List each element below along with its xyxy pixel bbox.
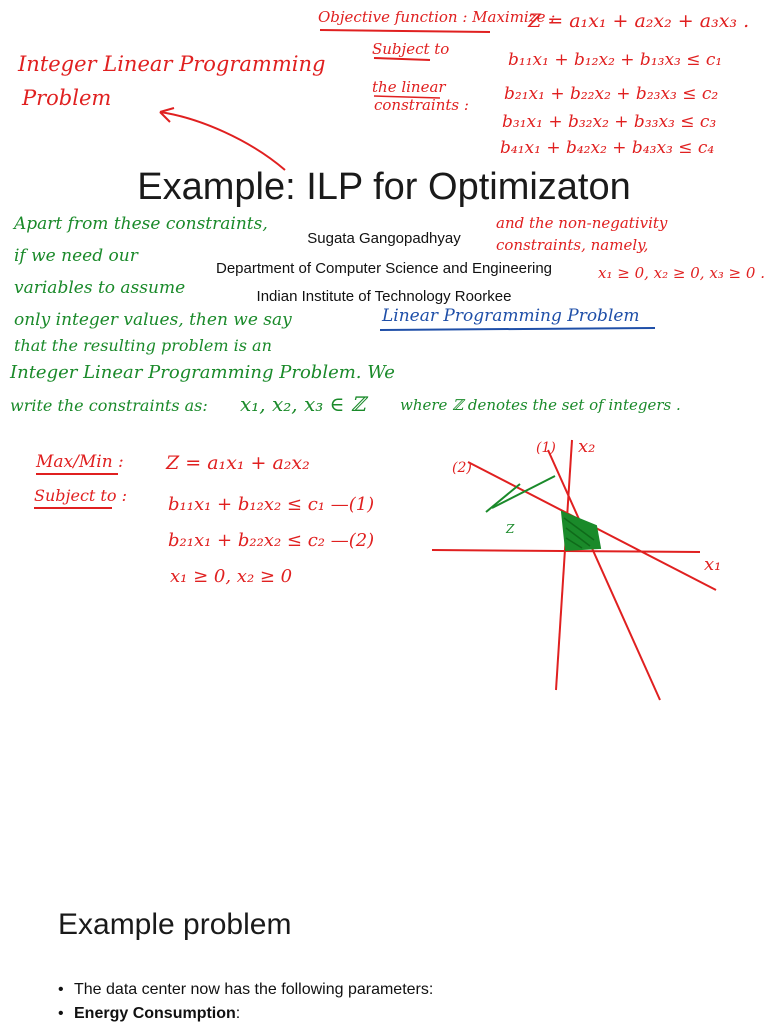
nonneg-line-1: and the non-negativity: [496, 214, 668, 232]
constraint-1: b₁₁x₁ + b₁₂x₂ + b₁₃x₃ ≤ c₁: [508, 50, 723, 70]
objective-label: Objective function : Maximize :: [318, 8, 556, 26]
note-line-6: Integer Linear Programming Problem. We: [10, 362, 395, 383]
bullet-2: [58, 1002, 433, 1026]
constraint-4: b₄₁x₁ + b₄₂x₂ + b₄₃x₃ ≤ c₄: [500, 138, 715, 158]
graph-x2-label: x₂: [578, 436, 596, 457]
note-line-2: if we need our: [14, 246, 138, 266]
note-line-5: that the resulting problem is an: [14, 336, 272, 355]
nonneg-line-3: x₁ ≥ 0, x₂ ≥ 0, x₃ ≥ 0 .: [598, 264, 765, 282]
nonneg-2: x₁ ≥ 0, x₂ ≥ 0: [170, 566, 293, 587]
author-name: Sugata Gangopadhyay: [307, 230, 461, 247]
note-integers-def: where ℤ denotes the set of integers .: [400, 396, 681, 414]
nonneg-line-2: constraints, namely,: [496, 236, 649, 254]
subject-to-2-label: Subject to :: [34, 486, 127, 505]
graph-line1-label: (1): [536, 440, 556, 456]
ilp-heading-line2: Problem: [22, 86, 112, 110]
the-linear-label: the linear: [372, 78, 446, 96]
subject-to-label: Subject to: [372, 40, 450, 58]
objective-2: Z = a₁x₁ + a₂x₂: [166, 452, 310, 474]
graph-x1-label: x₁: [704, 554, 722, 575]
bullet-1: • The data center now has the following parameters:: [58, 978, 433, 1002]
slide-2-title: Example problem: [58, 908, 292, 941]
note-line-1: Apart from these constraints,: [14, 214, 268, 234]
note-line-3: variables to assume: [14, 278, 186, 298]
graph-line2-label: (2): [452, 460, 472, 476]
graph-z-label: Z: [506, 522, 515, 536]
department-name: Department of Computer Science and Engineering: [215, 260, 553, 277]
ilp-heading-line1: Integer Linear Programming: [18, 52, 326, 76]
constraints-label: constraints :: [374, 96, 469, 114]
constraint-2: b₂₁x₁ + b₂₂x₂ + b₂₃x₃ ≤ c₂: [504, 84, 719, 104]
objective-equation: Z = a₁x₁ + a₂x₂ + a₃x₃ .: [528, 10, 750, 32]
bullet-2-colon: :: [235, 1005, 241, 1022]
slide-title: Example: ILP for Optimizaton: [137, 166, 631, 208]
maxmin-label: Max/Min :: [36, 452, 124, 472]
slide-2-bullets: [58, 978, 433, 1026]
constraint-3: b₃₁x₁ + b₃₂x₂ + b₃₃x₃ ≤ c₃: [502, 112, 717, 132]
lpp-label: Linear Programming Problem: [382, 306, 640, 326]
note-line-7: write the constraints as:: [10, 396, 208, 415]
energy-consumption-label: Energy Consumption: [74, 1005, 236, 1022]
note-integer-vars: x₁, x₂, x₃ ∈ ℤ: [240, 392, 366, 416]
constraint-2-2: b₂₁x₁ + b₂₂x₂ ≤ c₂ —(2): [168, 530, 375, 551]
note-line-4: only integer values, then we say: [14, 310, 292, 330]
constraint-2-1: b₁₁x₁ + b₁₂x₂ ≤ c₁ —(1): [168, 494, 375, 515]
institute-name: Indian Institute of Technology Roorkee: [256, 288, 512, 305]
